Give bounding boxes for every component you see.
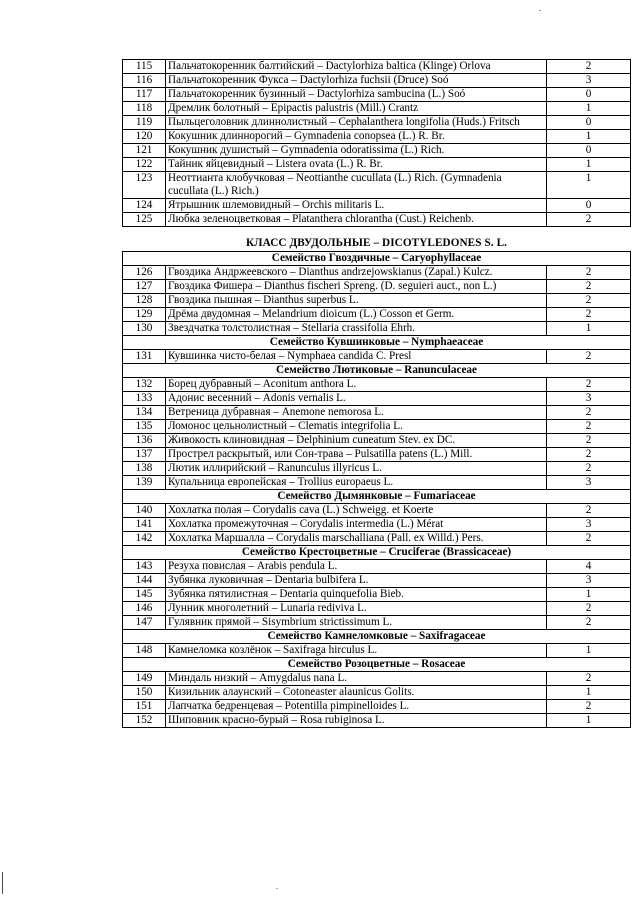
table-row [123,116,631,130]
row-number: 129 [123,308,166,322]
table-row [123,158,631,172]
row-number: 138 [123,462,166,476]
row-number: 128 [123,294,166,308]
row-number: 151 [123,700,166,714]
table-row [123,504,631,518]
status-category: 3 [547,392,631,406]
species-name: Кизильник алаунский – Cotoneaster alaunicus Golits. [166,686,547,700]
row-number: 142 [123,532,166,546]
table-row [123,74,631,88]
row-number: 124 [123,199,166,213]
table-row [123,280,631,294]
species-name: Дремлик болотный – Epipactis palustris (Mill.) Crantz [166,102,547,116]
species-name: Зубянка луковичная – Dentaria bulbifera L. [166,574,547,588]
species-name: Лапчатка бедренцевая – Potentilla pimpinelloides L. [166,700,547,714]
table-row [123,672,631,686]
table-row [123,130,631,144]
status-category: 2 [547,266,631,280]
status-category: 0 [547,116,631,130]
species-name: Зубянка пятилистная – Dentaria quinquefolia Bieb. [166,588,547,602]
table-row [123,686,631,700]
species-name: Любка зеленоцветковая – Platanthera chlorantha (Cust.) Reichenb. [166,213,547,227]
row-number: 146 [123,602,166,616]
species-name: Гвоздика пышная – Dianthus superbus L. [166,294,547,308]
row-number: 116 [123,74,166,88]
status-category: 0 [547,144,631,158]
species-name: Шиповник красно-бурый – Rosa rubiginosa L. [166,714,547,728]
status-category: 2 [547,350,631,364]
species-table [122,59,631,728]
species-name: Кокушник душистый – Gymnadenia odoratissima (L.) Rich. [166,144,547,158]
table-row [123,434,631,448]
table-row [123,60,631,74]
class-heading: КЛАСС ДВУДОЛЬНЫЕ – DICOTYLEDONES S. L. [123,227,631,252]
species-name: Ятрышник шлемовидный – Orchis militaris L. [166,199,547,213]
row-number: 139 [123,476,166,490]
status-category: 1 [547,158,631,172]
table-row [123,448,631,462]
species-name: Пальчатокоренник Фукса – Dactylorhiza fuchsii (Druce) Soó [166,74,547,88]
row-number: 136 [123,434,166,448]
table-row [123,308,631,322]
family-heading: Семейство Гвоздичные – Caryophyllaceae [123,252,631,266]
status-category: 1 [547,588,631,602]
table-row [123,602,631,616]
species-name: Купальница европейская – Trollius europaeus L. [166,476,547,490]
species-name: Пыльцеголовник длиннолистный – Cephalanthera longifolia (Huds.) Fritsch [166,116,547,130]
row-number: 120 [123,130,166,144]
table-row [123,392,631,406]
margin-mark [2,872,3,894]
status-category: 1 [547,644,631,658]
status-category: 3 [547,518,631,532]
family-heading-row [123,630,631,644]
status-category: 1 [547,102,631,116]
row-number: 118 [123,102,166,116]
row-number: 119 [123,116,166,130]
scan-speck [276,888,278,889]
table-row [123,144,631,158]
status-category: 2 [547,406,631,420]
table-row [123,714,631,728]
table-row [123,588,631,602]
species-name: Лунник многолетний – Lunaria rediviva L. [166,602,547,616]
table-row [123,213,631,227]
table-row [123,644,631,658]
row-number: 121 [123,144,166,158]
table-row [123,378,631,392]
status-category: 2 [547,308,631,322]
family-heading-row [123,658,631,672]
table-row [123,574,631,588]
row-number: 134 [123,406,166,420]
family-heading: Семейство Розоцветные – Rosaceae [123,658,631,672]
species-name: Хохлатка полая – Corydalis cava (L.) Schweigg. et Koerte [166,504,547,518]
status-category: 2 [547,672,631,686]
status-category: 2 [547,378,631,392]
species-name: Гвоздика Фишера – Dianthus fischeri Spreng. (D. seguieri auct., non L.) [166,280,547,294]
species-name: Адонис весенний – Adonis vernalis L. [166,392,547,406]
table-row [123,322,631,336]
species-name: Звездчатка толстолистная – Stellaria crassifolia Ehrh. [166,322,547,336]
row-number: 127 [123,280,166,294]
species-name: Пальчатокоренник балтийский – Dactylorhiza baltica (Klinge) Orlova [166,60,547,74]
row-number: 147 [123,616,166,630]
row-number: 133 [123,392,166,406]
family-heading: Семейство Лютиковые – Ranunculaceae [123,364,631,378]
status-category: 2 [547,532,631,546]
family-heading: Семейство Камнеломковые – Saxifragaceae [123,630,631,644]
status-category: 2 [547,616,631,630]
status-category: 2 [547,602,631,616]
species-name: Кувшинка чисто-белая – Nymphaea candida C. Presl [166,350,547,364]
row-number: 132 [123,378,166,392]
row-number: 115 [123,60,166,74]
family-heading-row [123,546,631,560]
family-heading-row [123,364,631,378]
row-number: 148 [123,644,166,658]
species-name: Борец дубравный – Aconitum anthora L. [166,378,547,392]
status-category: 3 [547,476,631,490]
status-category: 2 [547,294,631,308]
row-number: 141 [123,518,166,532]
species-name: Хохлатка промежуточная – Corydalis intermedia (L.) Mérat [166,518,547,532]
family-heading-row [123,336,631,350]
row-number: 125 [123,213,166,227]
status-category: 2 [547,504,631,518]
family-heading-row [123,252,631,266]
status-category: 2 [547,434,631,448]
species-name: Хохлатка Маршалла – Corydalis marschalliana (Pall. ex Willd.) Pers. [166,532,547,546]
status-category: 2 [547,213,631,227]
status-category: 2 [547,448,631,462]
species-name: Прострел раскрытый, или Сон-трава – Pulsatilla patens (L.) Mill. [166,448,547,462]
table-row [123,518,631,532]
status-category: 1 [547,130,631,144]
table-row [123,462,631,476]
species-name: Гвоздика Андржеевского – Dianthus andrzejowskianus (Zapal.) Kulcz. [166,266,547,280]
species-name: Камнеломка козлёнок – Saxifraga hirculus L. [166,644,547,658]
species-name: Ломонос цельнолистный – Clematis integrifolia L. [166,420,547,434]
row-number: 117 [123,88,166,102]
row-number: 149 [123,672,166,686]
table-row [123,476,631,490]
row-number: 143 [123,560,166,574]
row-number: 122 [123,158,166,172]
family-heading: Семейство Крестоцветные – Cruciferae (Brassicaceae) [123,546,631,560]
species-table-body [123,60,631,728]
status-category: 2 [547,420,631,434]
species-name: Гулявник прямой – Sisymbrium strictissimum L. [166,616,547,630]
species-name: Дрёма двудомная – Melandrium dioicum (L.) Cosson et Germ. [166,308,547,322]
table-row [123,88,631,102]
table-row [123,420,631,434]
status-category: 2 [547,462,631,476]
family-heading: Семейство Кувшинковые – Nymphaeaceae [123,336,631,350]
scan-speck [539,10,541,11]
status-category: 2 [547,280,631,294]
status-category: 1 [547,172,631,199]
table-row [123,616,631,630]
table-row [123,560,631,574]
row-number: 152 [123,714,166,728]
species-name: Пальчатокоренник бузинный – Dactylorhiza sambucina (L.) Soó [166,88,547,102]
status-category: 0 [547,199,631,213]
row-number: 150 [123,686,166,700]
table-row [123,294,631,308]
status-category: 4 [547,560,631,574]
row-number: 140 [123,504,166,518]
status-category: 1 [547,686,631,700]
table-row [123,266,631,280]
row-number: 131 [123,350,166,364]
species-name: Миндаль низкий – Amygdalus nana L. [166,672,547,686]
status-category: 3 [547,74,631,88]
species-name: Ветреница дубравная – Anemone nemorosa L. [166,406,547,420]
species-name: Лютик иллирийский – Ranunculus illyricus L. [166,462,547,476]
class-heading-row [123,227,631,252]
row-number: 144 [123,574,166,588]
row-number: 135 [123,420,166,434]
status-category: 2 [547,700,631,714]
table-row [123,700,631,714]
status-category: 1 [547,714,631,728]
species-name: Кокушник длиннорогий – Gymnadenia conopsea (L.) R. Br. [166,130,547,144]
table-row [123,350,631,364]
table-row [123,532,631,546]
table-row [123,199,631,213]
row-number: 137 [123,448,166,462]
species-name: Тайник яйцевидный – Listera ovata (L.) R. Br. [166,158,547,172]
species-name: Резуха повислая – Arabis pendula L. [166,560,547,574]
status-category: 1 [547,322,631,336]
row-number: 123 [123,172,166,199]
table-row [123,406,631,420]
row-number: 130 [123,322,166,336]
species-name: Неоттианта клобучковая – Neottianthe cucullata (L.) Rich. (Gymnadenia cucullata (L.) Rich.) [166,172,547,199]
species-name: Живокость клиновидная – Delphinium cuneatum Stev. ex DC. [166,434,547,448]
family-heading-row [123,490,631,504]
family-heading: Семейство Дымянковые – Fumariaceae [123,490,631,504]
table-row [123,102,631,116]
status-category: 3 [547,574,631,588]
status-category: 2 [547,60,631,74]
row-number: 145 [123,588,166,602]
status-category: 0 [547,88,631,102]
table-row [123,172,631,199]
row-number: 126 [123,266,166,280]
